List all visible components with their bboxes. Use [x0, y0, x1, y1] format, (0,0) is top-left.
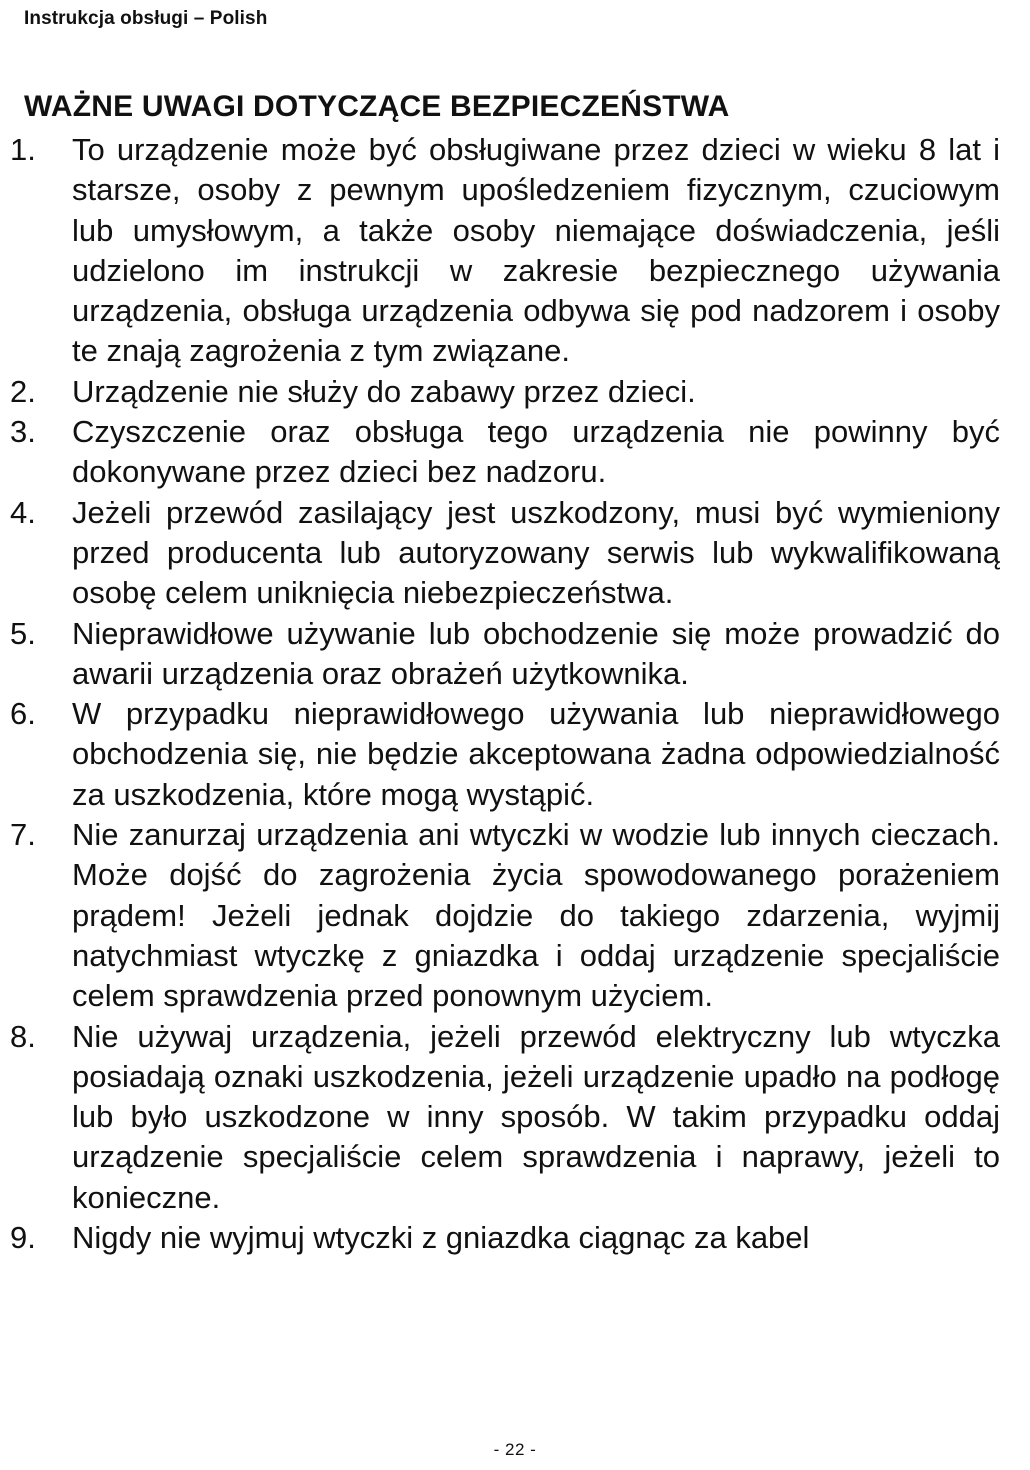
list-item-6 [0, 694, 1000, 815]
item-text: Jeżeli przewód zasilający jest uszkodzony, musi być wymieniony przed producenta lub autoryzowany serwis lub wykwalifikowaną osobę celem uniknięcia niebezpieczeństwa. [72, 494, 1000, 611]
list-item-7 [0, 815, 1000, 1016]
list-item-1 [0, 130, 1000, 372]
item-number: 2. [10, 373, 36, 409]
list-item-2 [0, 372, 1000, 412]
item-text: Nie używaj urządzenia, jeżeli przewód elektryczny lub wtyczka posiadają oznaki uszkodzenia, jeżeli urządzenie upadło na podłogę lub było uszkodzone w inny sposób. W takim przypadku oddaj urządzenie specjaliście celem sprawdzenia i naprawy, jeżeli to konieczne. [72, 1018, 1000, 1215]
list-item-9 [0, 1218, 1000, 1258]
item-text: To urządzenie może być obsługiwane przez dzieci w wieku 8 lat i starsze, osoby z pewnym upośledzeniem fizycznym, czuciowym lub umysłowym, a także osoby niemające doświadczenia, jeśli udzielono im instrukcji w zakresie bezpiecznego używania urządzenia, obsługa urządzenia odbywa się pod nadzorem i osoby te znają zagrożenia z tym związane. [72, 132, 1000, 369]
item-number: 1. [10, 132, 36, 167]
item-number: 9. [10, 1220, 36, 1256]
section-title: WAŻNE UWAGI DOTYCZĄCE BEZPIECZEŃSTWA [24, 90, 730, 123]
item-number: 5. [10, 615, 36, 651]
item-number: 8. [10, 1018, 36, 1054]
item-text: Nie zanurzaj urządzenia ani wtyczki w wodzie lub innych cieczach. Może dojść do zagrożenia życia spowodowanego porażeniem prądem! Jeżeli jednak dojdzie do takiego zdarzenia, wyjmij natychmiast wtyczkę z gniazdka i oddaj urządzenie specjaliście celem sprawdzenia przed ponownym użyciem. [72, 817, 1000, 1014]
item-text: Nigdy nie wyjmuj wtyczki z gniazdka ciągnąc za kabel [72, 1220, 810, 1256]
item-number: 7. [10, 817, 36, 853]
item-number: 6. [10, 696, 36, 732]
running-header: Instrukcja obsługi – Polish [24, 8, 268, 29]
list-item-3 [0, 412, 1000, 493]
list-item-5 [0, 614, 1000, 695]
item-number: 4. [10, 494, 36, 530]
list-item-4 [0, 493, 1000, 614]
item-text: W przypadku nieprawidłowego używania lub nieprawidłowego obchodzenia się, nie będzie akceptowana żadna odpowiedzialność za uszkodzenia, które mogą wystąpić. [72, 696, 1000, 812]
item-text: Nieprawidłowe używanie lub obchodzenie się może prowadzić do awarii urządzenia oraz obrażeń użytkownika. [72, 615, 1000, 691]
safety-list [0, 130, 1000, 1258]
item-number: 3. [10, 414, 36, 450]
page-number: - 22 - [493, 1440, 537, 1459]
list-item-8 [0, 1017, 1000, 1218]
item-text: Urządzenie nie służy do zabawy przez dzieci. [72, 373, 696, 409]
item-text: Czyszczenie oraz obsługa tego urządzenia nie powinny być dokonywane przez dzieci bez nadzoru. [72, 414, 1000, 490]
